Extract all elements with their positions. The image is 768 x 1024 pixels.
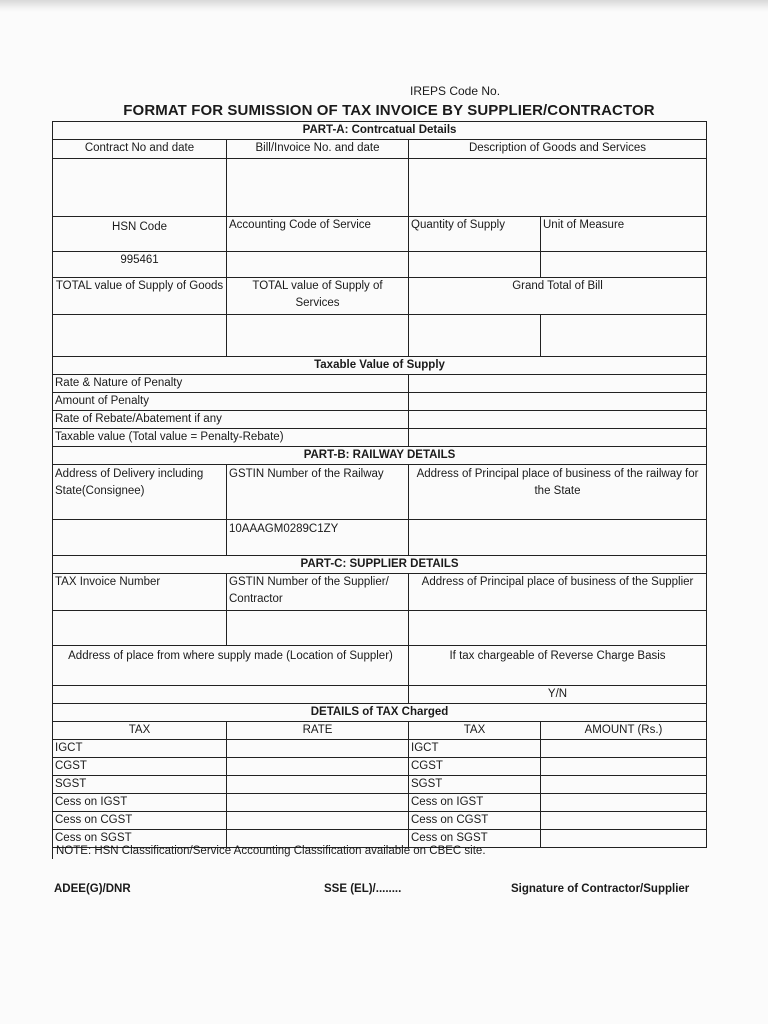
tax-name: Cess on IGST (409, 794, 541, 812)
tax-row-sgst (53, 776, 707, 794)
grand-total-field-2[interactable] (541, 315, 707, 357)
accounting-code-label: Accounting Code of Service (227, 217, 409, 252)
rate-nature-penalty-label: Rate & Nature of Penalty (53, 375, 409, 393)
rate-field[interactable] (227, 740, 409, 758)
tax-invoice-number-label: TAX Invoice Number (53, 574, 227, 611)
gstin-supplier-field[interactable] (227, 611, 409, 646)
address-delivery-label: Address of Delivery including State(Consignee) (53, 465, 227, 520)
tax-row-igct (53, 740, 707, 758)
total-services-label: TOTAL value of Supply of Services (227, 278, 409, 315)
rate-rebate-label: Rate of Rebate/Abatement if any (53, 411, 409, 429)
part-a-heading: PART-A: Contrcatual Details (53, 122, 707, 140)
ireps-code-label: IREPS Code No. (410, 84, 501, 98)
contract-no-date-field[interactable] (53, 159, 227, 217)
amount-penalty-label: Amount of Penalty (53, 393, 409, 411)
rate-field[interactable] (227, 758, 409, 776)
address-principal-railway-field[interactable] (409, 520, 707, 556)
sse-signature-label: SSE (EL)/........ (324, 883, 402, 895)
tax-name: Cess on CGST (53, 812, 227, 830)
tax-row-cess-cgst (53, 812, 707, 830)
description-goods-label: Description of Goods and Services (409, 140, 707, 159)
taxable-value-label: Taxable value (Total value = Penalty-Rebate) (53, 429, 409, 447)
bill-invoice-field[interactable] (227, 159, 409, 217)
tax-details-heading: DETAILS of TAX Charged (53, 704, 707, 722)
tax-name: CGST (409, 758, 541, 776)
rate-field[interactable] (227, 776, 409, 794)
amount-penalty-field[interactable] (409, 393, 707, 411)
amount-field[interactable] (541, 740, 707, 758)
tax-name: IGCT (409, 740, 541, 758)
tax-row-cess-igst (53, 794, 707, 812)
rate-rebate-field[interactable] (409, 411, 707, 429)
hsn-code-value[interactable]: 995461 (53, 252, 227, 278)
rate-nature-penalty-field[interactable] (409, 375, 707, 393)
quantity-supply-field[interactable] (409, 252, 541, 278)
address-place-supply-label: Address of place from where supply made (Location of Suppler) (53, 646, 409, 686)
accounting-code-field[interactable] (227, 252, 409, 278)
tax-invoice-number-field[interactable] (53, 611, 227, 646)
amount-field[interactable] (541, 758, 707, 776)
reverse-charge-label: If tax chargeable of Reverse Charge Basis (409, 646, 707, 686)
gstin-railway-label: GSTIN Number of the Railway (227, 465, 409, 520)
tax-name: SGST (409, 776, 541, 794)
gstin-railway-value[interactable]: 10AAAGM0289C1ZY (227, 520, 409, 556)
tax-name: Cess on SGST (53, 830, 227, 848)
tax-name: Cess on CGST (409, 812, 541, 830)
address-delivery-field[interactable] (53, 520, 227, 556)
page-title: FORMAT FOR SUMISSION OF TAX INVOICE BY SUPPLIER/CONTRACTOR (123, 102, 655, 119)
address-principal-supplier-field[interactable] (409, 611, 707, 646)
address-place-supply-field[interactable] (53, 686, 409, 704)
taxable-value-field[interactable] (409, 429, 707, 447)
note-text: NOTE: HSN Classification/Service Accounting Classification available on CBEC site. (52, 843, 706, 859)
description-goods-field[interactable] (409, 159, 707, 217)
amount-field[interactable] (541, 794, 707, 812)
total-goods-label: TOTAL value of Supply of Goods (53, 278, 227, 315)
col-tax-header: TAX (53, 722, 227, 740)
tax-name: CGST (53, 758, 227, 776)
address-principal-supplier-label: Address of Principal place of business of the Supplier (409, 574, 707, 611)
grand-total-field[interactable] (409, 315, 541, 357)
scan-edge (0, 0, 768, 12)
tax-row-cgst (53, 758, 707, 776)
unit-measure-label: Unit of Measure (541, 217, 707, 252)
tax-invoice-form (52, 121, 707, 848)
address-principal-railway-label: Address of Principal place of business of the railway for the State (409, 465, 707, 520)
amount-field[interactable] (541, 776, 707, 794)
grand-total-label: Grand Total of Bill (409, 278, 707, 315)
part-b-heading: PART-B: RAILWAY DETAILS (53, 447, 707, 465)
contractor-signature-label: Signature of Contractor/Supplier (511, 883, 690, 895)
adee-signature-label: ADEE(G)/DNR (54, 883, 131, 895)
reverse-charge-yn[interactable]: Y/N (409, 686, 707, 704)
total-goods-field[interactable] (53, 315, 227, 357)
unit-measure-field[interactable] (541, 252, 707, 278)
col-rate-header: RATE (227, 722, 409, 740)
contract-no-date-label: Contract No and date (53, 140, 227, 159)
rate-field[interactable] (227, 812, 409, 830)
hsn-code-label: HSN Code (53, 217, 227, 252)
bill-invoice-label: Bill/Invoice No. and date (227, 140, 409, 159)
total-services-field[interactable] (227, 315, 409, 357)
quantity-supply-label: Quantity of Supply (409, 217, 541, 252)
taxable-heading: Taxable Value of Supply (53, 357, 707, 375)
col-tax2-header: TAX (409, 722, 541, 740)
tax-name: SGST (53, 776, 227, 794)
rate-field[interactable] (227, 794, 409, 812)
tax-name: IGCT (53, 740, 227, 758)
tax-name: Cess on SGST (409, 830, 541, 848)
amount-field[interactable] (541, 812, 707, 830)
col-amount-header: AMOUNT (Rs.) (541, 722, 707, 740)
part-c-heading: PART-C: SUPPLIER DETAILS (53, 556, 707, 574)
gstin-supplier-label: GSTIN Number of the Supplier/ Contractor (227, 574, 409, 611)
tax-name: Cess on IGST (53, 794, 227, 812)
